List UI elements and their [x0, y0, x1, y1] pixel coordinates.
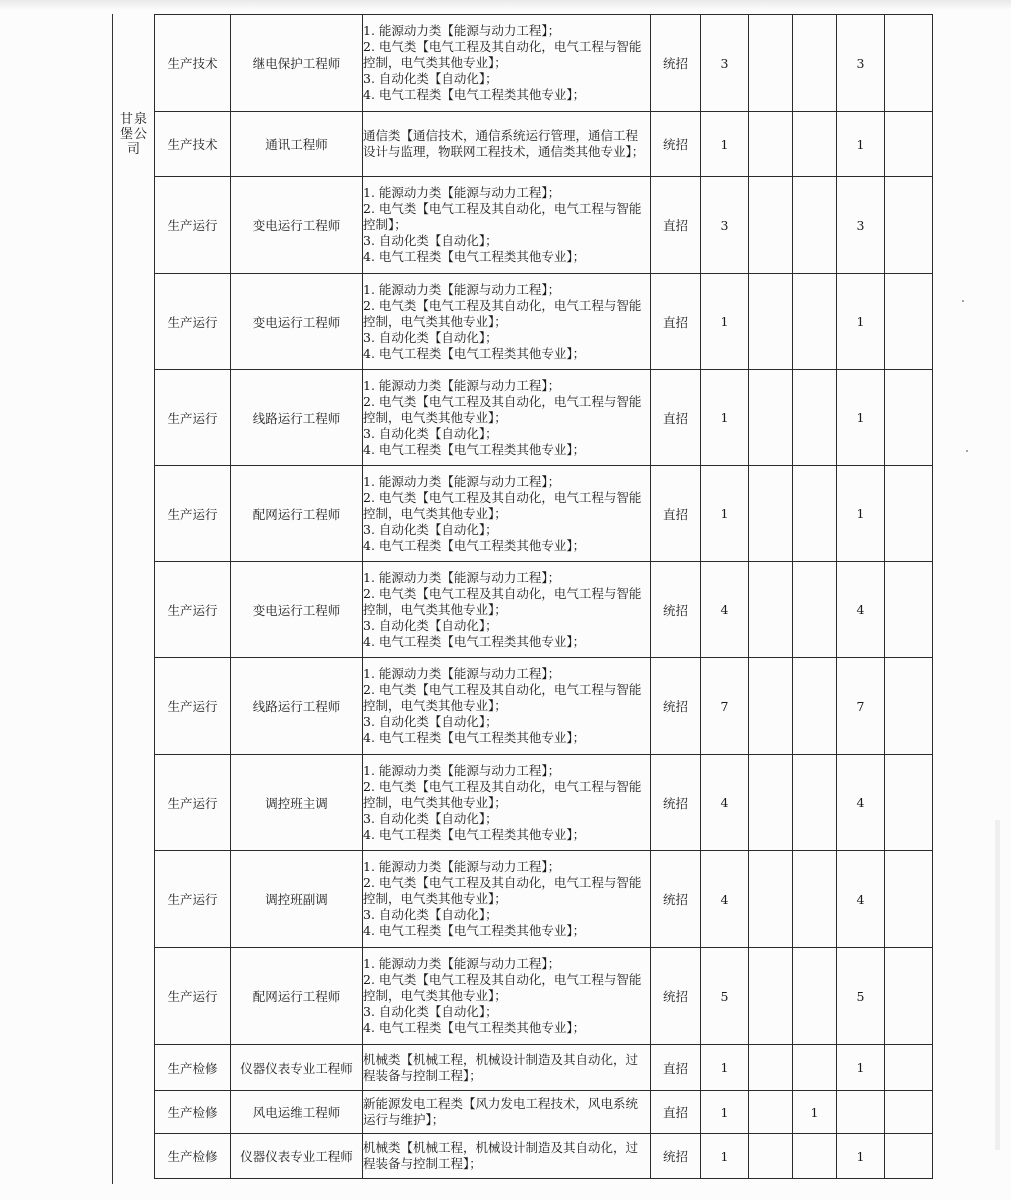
count-cell [793, 948, 837, 1045]
count-cell: 1 [837, 112, 885, 177]
major-line: 4. 电气工程类【电气工程类其他专业】； [363, 87, 586, 102]
department-cell: 生产运行 [155, 755, 231, 851]
headcount-cell: 3 [701, 177, 749, 274]
recruit-type-cell: 统招 [651, 112, 701, 177]
count-cell [793, 177, 837, 274]
headcount-cell: 1 [701, 1045, 749, 1091]
major-line: 2. 电气类【电气工程及其自动化，电气工程与智能控制】； [363, 201, 642, 232]
position-cell: 通讯工程师 [231, 112, 363, 177]
table-row [155, 466, 933, 562]
count-cell: 5 [837, 948, 885, 1045]
major-line: 2. 电气类【电气工程及其自动化，电气工程与智能控制，电气类其他专业】； [363, 875, 642, 906]
department-cell: 生产运行 [155, 466, 231, 562]
company-name-cell: 甘泉堡公司 [119, 112, 148, 157]
major-line: 3. 自动化类【自动化】； [363, 617, 498, 633]
major-line: 2. 电气类【电气工程及其自动化，电气工程与智能控制，电气类其他专业】； [363, 489, 642, 521]
major-line: 3. 自动化类【自动化】； [363, 425, 498, 441]
position-cell: 配网运行工程师 [231, 948, 363, 1045]
department-cell: 生产技术 [155, 15, 231, 112]
scan-speck [966, 450, 968, 452]
recruit-type-cell: 统招 [651, 1134, 701, 1179]
count-cell: 4 [837, 562, 885, 658]
recruit-type-cell: 统招 [651, 851, 701, 948]
page-top-edge [0, 0, 1011, 10]
count-cell: 1 [837, 274, 885, 370]
major-requirement-cell [363, 15, 651, 112]
count-cell [885, 15, 933, 112]
position-cell: 仪器仪表专业工程师 [231, 1134, 363, 1179]
major-line: 4. 电气工程类【电气工程类其他专业】； [363, 441, 586, 457]
table-row [155, 1134, 933, 1179]
table-row [155, 1091, 933, 1134]
table-row [155, 562, 933, 658]
department-cell: 生产技术 [155, 112, 231, 177]
count-cell [793, 658, 837, 755]
major-line: 1. 能源动力类【能源与动力工程】； [363, 281, 561, 297]
major-line: 2. 电气类【电气工程及其自动化，电气工程与智能控制，电气类其他专业】； [363, 972, 642, 1003]
count-cell [749, 177, 793, 274]
headcount-cell: 1 [701, 370, 749, 466]
count-cell [793, 562, 837, 658]
recruit-type-cell: 直招 [651, 274, 701, 370]
major-line: 新能源发电工程类【风力发电工程技术，风电系统运行与维护】； [363, 1096, 639, 1127]
headcount-cell: 4 [701, 562, 749, 658]
count-cell [885, 370, 933, 466]
headcount-cell: 1 [701, 466, 749, 562]
major-line: 3. 自动化类【自动化】； [363, 233, 498, 248]
major-requirement-cell [363, 948, 651, 1045]
department-cell: 生产运行 [155, 177, 231, 274]
count-cell [749, 112, 793, 177]
major-line: 3. 自动化类【自动化】； [363, 521, 498, 537]
major-requirement-cell [363, 562, 651, 658]
table-row [155, 370, 933, 466]
department-cell: 生产检修 [155, 1045, 231, 1091]
department-cell: 生产检修 [155, 1091, 231, 1134]
major-line: 2. 电气类【电气工程及其自动化，电气工程与智能控制，电气类其他专业】； [363, 39, 642, 70]
count-cell [793, 15, 837, 112]
count-cell [749, 658, 793, 755]
major-line: 4. 电气工程类【电气工程类其他专业】； [363, 345, 586, 361]
count-cell [885, 1134, 933, 1179]
position-cell: 线路运行工程师 [231, 658, 363, 755]
recruitment-table [154, 14, 933, 1179]
headcount-cell: 3 [701, 15, 749, 112]
major-line: 机械类【机械工程，机械设计制造及其自动化，过程装备与控制工程】； [363, 1051, 639, 1083]
major-line: 1. 能源动力类【能源与动力工程】； [363, 377, 561, 393]
major-line: 通信类【通信技术，通信系统运行管理，通信工程设计与监理，物联网工程技术，通信类其他专业】； [363, 128, 645, 159]
major-line: 机械类【机械工程，机械设计制造及其自动化，过程装备与控制工程】； [363, 1140, 639, 1171]
major-line: 3. 自动化类【自动化】； [363, 714, 498, 729]
count-cell [885, 562, 933, 658]
count-cell: 1 [793, 1091, 837, 1134]
table-row [155, 112, 933, 177]
count-cell [793, 112, 837, 177]
count-cell [749, 466, 793, 562]
department-cell: 生产运行 [155, 274, 231, 370]
position-cell: 继电保护工程师 [231, 15, 363, 112]
table-outer-border [112, 14, 113, 1184]
position-cell: 仪器仪表专业工程师 [231, 1045, 363, 1091]
count-cell [749, 1134, 793, 1179]
count-cell: 3 [837, 177, 885, 274]
department-cell: 生产运行 [155, 370, 231, 466]
count-cell [793, 1134, 837, 1179]
major-line: 3. 自动化类【自动化】； [363, 810, 498, 826]
recruit-type-cell: 直招 [651, 1091, 701, 1134]
count-cell [749, 948, 793, 1045]
recruit-type-cell: 统招 [651, 15, 701, 112]
department-cell: 生产运行 [155, 851, 231, 948]
major-line: 4. 电气工程类【电气工程类其他专业】； [363, 537, 586, 553]
count-cell [793, 370, 837, 466]
major-requirement-cell [363, 274, 651, 370]
department-cell: 生产运行 [155, 948, 231, 1045]
table-row [155, 274, 933, 370]
major-line: 4. 电气工程类【电气工程类其他专业】； [363, 923, 586, 938]
count-cell [885, 1045, 933, 1091]
headcount-cell: 1 [701, 112, 749, 177]
major-line: 1. 能源动力类【能源与动力工程】； [363, 666, 561, 681]
recruit-type-cell: 统招 [651, 658, 701, 755]
major-requirement-cell [363, 1134, 651, 1179]
position-cell: 风电运维工程师 [231, 1091, 363, 1134]
count-cell [793, 274, 837, 370]
table-row [155, 658, 933, 755]
count-cell [885, 274, 933, 370]
count-cell [885, 658, 933, 755]
count-cell: 7 [837, 658, 885, 755]
major-line: 2. 电气类【电气工程及其自动化，电气工程与智能控制，电气类其他专业】； [363, 682, 642, 713]
major-line: 1. 能源动力类【能源与动力工程】； [363, 185, 561, 200]
count-cell [885, 177, 933, 274]
count-cell [885, 112, 933, 177]
count-cell [749, 755, 793, 851]
count-cell [749, 1091, 793, 1134]
headcount-cell: 5 [701, 948, 749, 1045]
major-line: 4. 电气工程类【电气工程类其他专业】； [363, 1020, 586, 1035]
count-cell [885, 466, 933, 562]
count-cell: 1 [837, 370, 885, 466]
major-requirement-cell [363, 177, 651, 274]
major-line: 3. 自动化类【自动化】； [363, 71, 498, 86]
position-cell: 配网运行工程师 [231, 466, 363, 562]
count-cell [885, 755, 933, 851]
major-requirement-cell [363, 466, 651, 562]
table-row [155, 851, 933, 948]
count-cell [749, 851, 793, 948]
major-line: 1. 能源动力类【能源与动力工程】； [363, 569, 561, 585]
count-cell: 3 [837, 15, 885, 112]
department-cell: 生产运行 [155, 562, 231, 658]
count-cell: 4 [837, 755, 885, 851]
recruit-type-cell: 直招 [651, 1045, 701, 1091]
table-row [155, 1045, 933, 1091]
recruit-type-cell: 统招 [651, 562, 701, 658]
recruit-type-cell: 直招 [651, 370, 701, 466]
position-cell: 调控班主调 [231, 755, 363, 851]
table-row [155, 755, 933, 851]
major-line: 4. 电气工程类【电气工程类其他专业】； [363, 730, 586, 745]
count-cell [749, 370, 793, 466]
scan-speck [962, 300, 964, 302]
major-line: 3. 自动化类【自动化】； [363, 907, 498, 922]
position-cell: 线路运行工程师 [231, 370, 363, 466]
position-cell: 调控班副调 [231, 851, 363, 948]
major-requirement-cell [363, 851, 651, 948]
major-line: 4. 电气工程类【电气工程类其他专业】； [363, 826, 586, 842]
headcount-cell: 1 [701, 1091, 749, 1134]
department-cell: 生产检修 [155, 1134, 231, 1179]
major-requirement-cell [363, 755, 651, 851]
count-cell: 4 [837, 851, 885, 948]
recruit-type-cell: 统招 [651, 755, 701, 851]
major-line: 3. 自动化类【自动化】； [363, 329, 498, 345]
count-cell [793, 466, 837, 562]
headcount-cell: 7 [701, 658, 749, 755]
count-cell [793, 1045, 837, 1091]
position-cell: 变电运行工程师 [231, 562, 363, 658]
headcount-cell: 1 [701, 274, 749, 370]
headcount-cell: 1 [701, 1134, 749, 1179]
major-requirement-cell [363, 370, 651, 466]
count-cell: 1 [837, 1134, 885, 1179]
count-cell [885, 851, 933, 948]
major-line: 1. 能源动力类【能源与动力工程】； [363, 23, 561, 38]
major-line: 2. 电气类【电气工程及其自动化，电气工程与智能控制，电气类其他专业】； [363, 585, 642, 617]
count-cell [793, 851, 837, 948]
major-requirement-cell [363, 658, 651, 755]
major-line: 1. 能源动力类【能源与动力工程】； [363, 473, 561, 489]
count-cell [749, 274, 793, 370]
count-cell [885, 948, 933, 1045]
major-requirement-cell [363, 1045, 651, 1091]
scan-edge-shadow [995, 820, 1000, 1150]
recruit-type-cell: 直招 [651, 177, 701, 274]
major-line: 3. 自动化类【自动化】； [363, 1004, 498, 1019]
major-line: 2. 电气类【电气工程及其自动化，电气工程与智能控制，电气类其他专业】； [363, 297, 642, 329]
recruit-type-cell: 统招 [651, 948, 701, 1045]
table-row [155, 15, 933, 112]
major-requirement-cell [363, 1091, 651, 1134]
position-cell: 变电运行工程师 [231, 274, 363, 370]
major-requirement-cell [363, 112, 651, 177]
count-cell [749, 15, 793, 112]
count-cell: 1 [837, 1045, 885, 1091]
major-line: 4. 电气工程类【电气工程类其他专业】； [363, 633, 586, 649]
major-line: 1. 能源动力类【能源与动力工程】； [363, 956, 561, 971]
headcount-cell: 4 [701, 851, 749, 948]
count-cell [793, 755, 837, 851]
table-row [155, 948, 933, 1045]
major-line: 2. 电气类【电气工程及其自动化，电气工程与智能控制，电气类其他专业】； [363, 393, 642, 425]
table-row [155, 177, 933, 274]
count-cell [885, 1091, 933, 1134]
count-cell [749, 562, 793, 658]
count-cell: 1 [837, 466, 885, 562]
major-line: 4. 电气工程类【电气工程类其他专业】； [363, 249, 586, 264]
major-line: 2. 电气类【电气工程及其自动化，电气工程与智能控制，电气类其他专业】； [363, 778, 642, 810]
recruit-type-cell: 直招 [651, 466, 701, 562]
count-cell [837, 1091, 885, 1134]
position-cell: 变电运行工程师 [231, 177, 363, 274]
major-line: 1. 能源动力类【能源与动力工程】； [363, 859, 561, 874]
count-cell [749, 1045, 793, 1091]
headcount-cell: 4 [701, 755, 749, 851]
department-cell: 生产运行 [155, 658, 231, 755]
major-line: 1. 能源动力类【能源与动力工程】； [363, 762, 561, 778]
